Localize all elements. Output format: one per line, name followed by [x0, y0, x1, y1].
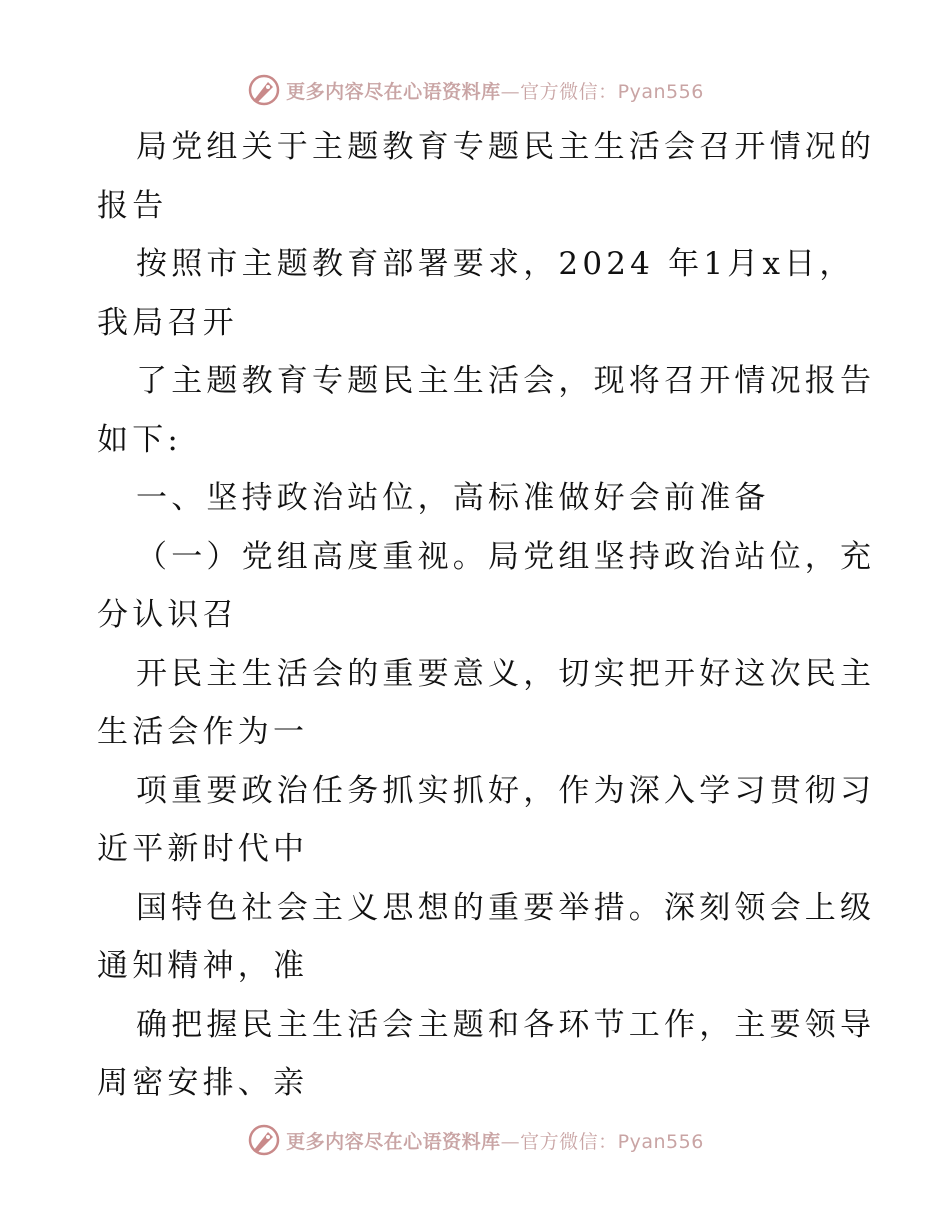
watermark-separator: — — [500, 80, 521, 103]
watermark-main-text: 更多内容尽在心语资料库 — [286, 1130, 501, 1153]
title-line-1: 局党组关于主题教育专题民主生活会召开情况的 — [136, 129, 876, 165]
paragraph-line: 了主题教育专题民主生活会，现将召开情况报告 — [136, 363, 876, 399]
paragraph-line: 分认识召 — [97, 597, 238, 633]
paragraph-line: 近平新时代中 — [97, 831, 309, 867]
paragraph-line: 周密安排、亲 — [97, 1065, 309, 1101]
pen-nib-icon — [246, 1122, 282, 1158]
pen-nib-icon — [246, 72, 282, 108]
title-line-2: 报告 — [97, 187, 168, 224]
paragraph-line: 我局召开 — [97, 304, 238, 341]
paragraph-line: 国特色社会主义思想的重要举措。深刻领会上级 — [136, 889, 876, 926]
document-body — [97, 118, 876, 1113]
watermark-main-text: 更多内容尽在心语资料库 — [286, 80, 501, 103]
paragraph-line: 确把握民主生活会主题和各环节工作，主要领导 — [136, 1006, 876, 1043]
header-watermark — [0, 70, 950, 110]
watermark-contact: 官方微信：Pyan556 — [520, 80, 704, 103]
section-heading: 一、坚持政治站位，高标准做好会前准备 — [136, 480, 770, 516]
paragraph-line: 开民主生活会的重要意义，切实把开好这次民主 — [136, 655, 876, 692]
paragraph-line: 如下: — [97, 421, 183, 458]
paragraph-line: （一）党组高度重视。局党组坚持政治站位，充 — [136, 538, 876, 575]
paragraph-line: 按照市主题教育部署要求，2024 年1月x日， — [136, 246, 855, 282]
paragraph-line: 通知精神，准 — [97, 948, 309, 984]
paragraph-line: 项重要政治任务抓实抓好，作为深入学习贯彻习 — [136, 772, 876, 809]
watermark-contact: 官方微信：Pyan556 — [520, 1130, 704, 1153]
footer-watermark — [0, 1120, 950, 1160]
watermark-separator: — — [500, 1130, 521, 1153]
paragraph-line: 生活会作为一 — [97, 714, 309, 750]
